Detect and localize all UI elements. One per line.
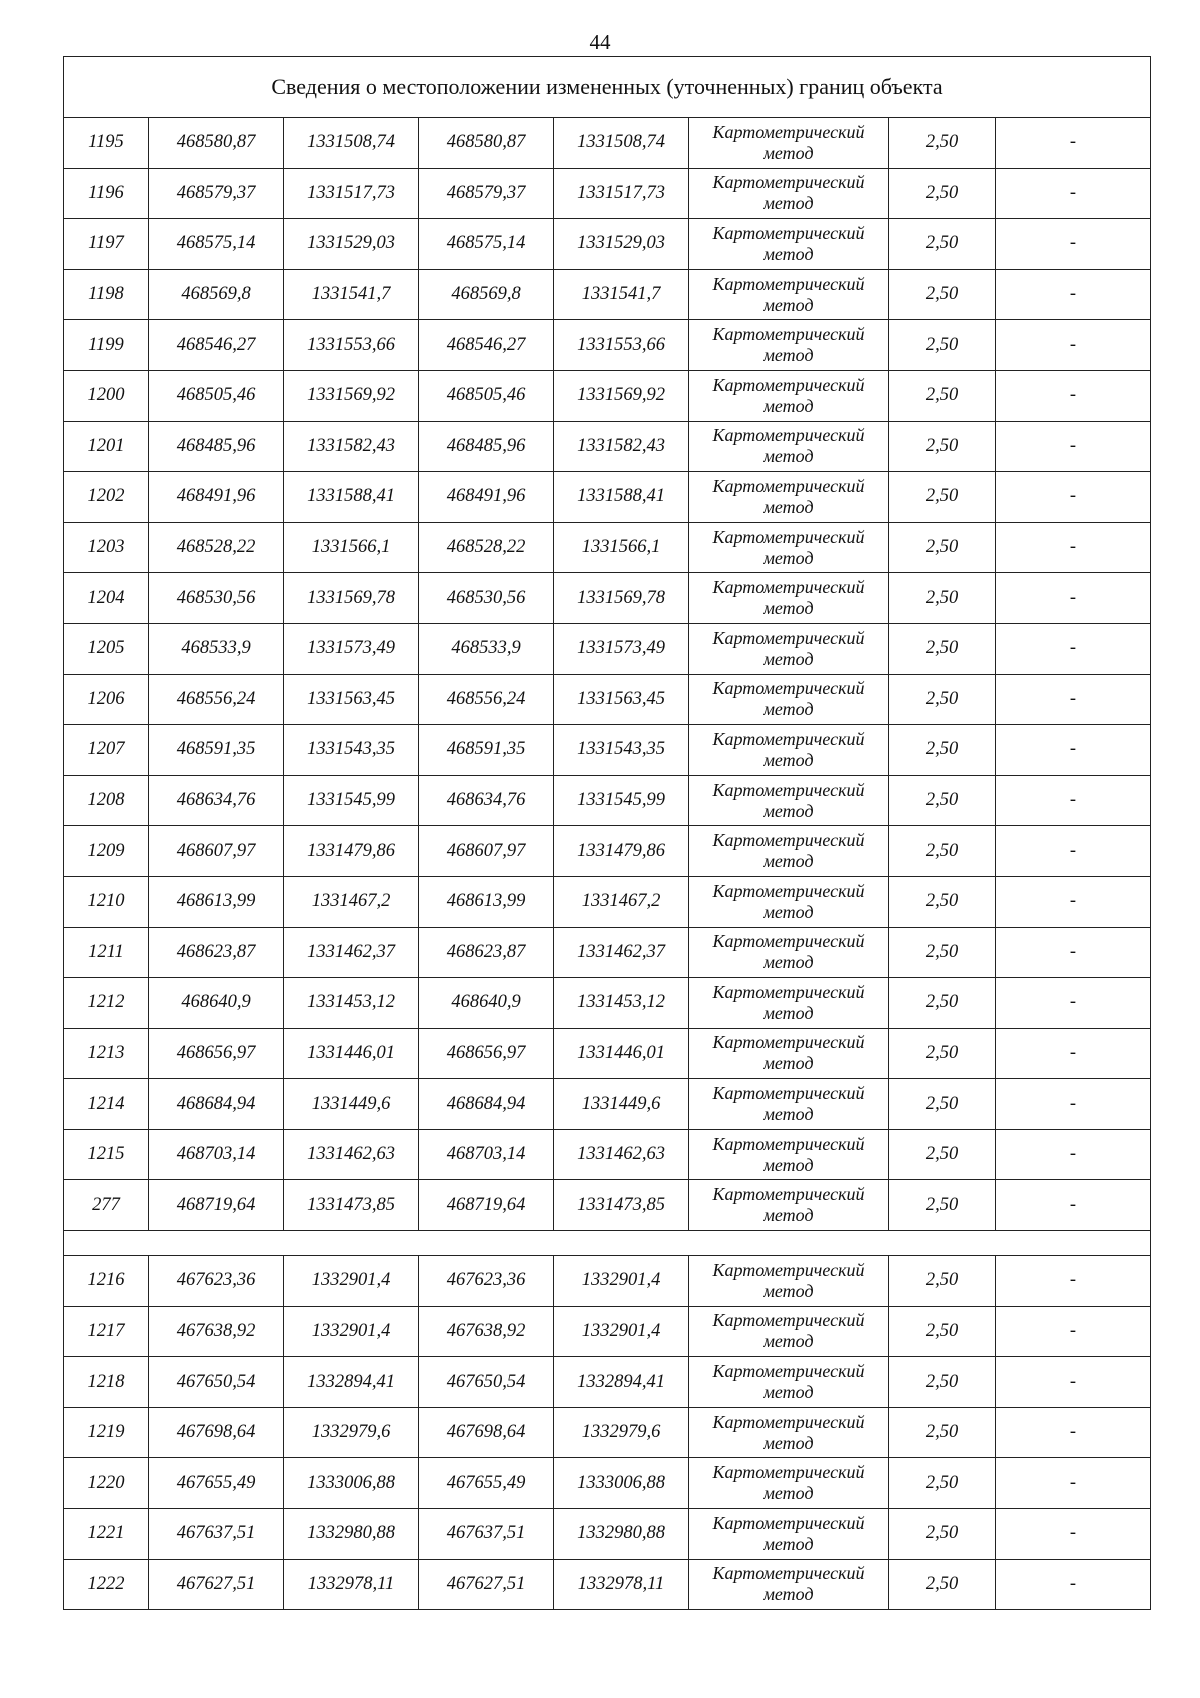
existing-y-cell: 1331462,37 — [284, 927, 419, 978]
existing-x-cell: 467655,49 — [149, 1458, 284, 1509]
table-row — [64, 1559, 1151, 1610]
existing-y-cell: 1331479,86 — [284, 826, 419, 877]
existing-y-cell: 1331467,2 — [284, 876, 419, 927]
existing-x-cell: 468530,56 — [149, 573, 284, 624]
refined-y-cell: 1331449,6 — [554, 1079, 689, 1130]
note-cell: - — [996, 269, 1151, 320]
table-row — [64, 573, 1151, 624]
note-cell: - — [996, 1407, 1151, 1458]
note-cell: - — [996, 522, 1151, 573]
point-number-cell: 1222 — [64, 1559, 149, 1610]
refined-x-cell: 468491,96 — [419, 472, 554, 523]
note-cell: - — [996, 725, 1151, 776]
refined-y-cell: 1331529,03 — [554, 219, 689, 270]
table-row — [64, 674, 1151, 725]
existing-y-cell: 1331588,41 — [284, 472, 419, 523]
table-body — [64, 118, 1151, 1610]
point-number-cell: 1195 — [64, 118, 149, 169]
existing-x-cell: 468607,97 — [149, 826, 284, 877]
refined-y-cell: 1331462,37 — [554, 927, 689, 978]
point-number-cell: 1211 — [64, 927, 149, 978]
accuracy-cell: 2,50 — [889, 826, 996, 877]
note-cell: - — [996, 775, 1151, 826]
point-number-cell: 1217 — [64, 1306, 149, 1357]
accuracy-cell: 2,50 — [889, 1357, 996, 1408]
existing-y-cell: 1332901,4 — [284, 1306, 419, 1357]
refined-y-cell: 1332980,88 — [554, 1509, 689, 1560]
point-number-cell: 1215 — [64, 1129, 149, 1180]
boundary-table — [63, 56, 1151, 1610]
point-number-cell: 1197 — [64, 219, 149, 270]
method-cell: Картометрический метод — [689, 1559, 889, 1610]
refined-x-cell: 467638,92 — [419, 1306, 554, 1357]
point-number-cell: 1199 — [64, 320, 149, 371]
note-cell: - — [996, 623, 1151, 674]
note-cell: - — [996, 421, 1151, 472]
accuracy-cell: 2,50 — [889, 1559, 996, 1610]
table-row — [64, 1306, 1151, 1357]
note-cell: - — [996, 1079, 1151, 1130]
note-cell: - — [996, 674, 1151, 725]
method-cell: Картометрический метод — [689, 219, 889, 270]
method-cell: Картометрический метод — [689, 118, 889, 169]
refined-x-cell: 468656,97 — [419, 1028, 554, 1079]
refined-x-cell: 468575,14 — [419, 219, 554, 270]
table-row — [64, 421, 1151, 472]
accuracy-cell: 2,50 — [889, 118, 996, 169]
refined-y-cell: 1331569,78 — [554, 573, 689, 624]
existing-y-cell: 1331453,12 — [284, 978, 419, 1029]
refined-x-cell: 468485,96 — [419, 421, 554, 472]
table-row — [64, 370, 1151, 421]
refined-y-cell: 1332978,11 — [554, 1559, 689, 1610]
existing-y-cell: 1331449,6 — [284, 1079, 419, 1130]
existing-y-cell: 1332978,11 — [284, 1559, 419, 1610]
table-row — [64, 826, 1151, 877]
method-cell: Картометрический метод — [689, 826, 889, 877]
existing-y-cell: 1331566,1 — [284, 522, 419, 573]
point-number-cell: 1202 — [64, 472, 149, 523]
refined-y-cell: 1332901,4 — [554, 1256, 689, 1307]
existing-x-cell: 468613,99 — [149, 876, 284, 927]
method-cell: Картометрический метод — [689, 725, 889, 776]
existing-x-cell: 467650,54 — [149, 1357, 284, 1408]
existing-x-cell: 468703,14 — [149, 1129, 284, 1180]
note-cell: - — [996, 1306, 1151, 1357]
existing-x-cell: 468580,87 — [149, 118, 284, 169]
existing-y-cell: 1331573,49 — [284, 623, 419, 674]
refined-y-cell: 1331541,7 — [554, 269, 689, 320]
method-cell: Картометрический метод — [689, 1079, 889, 1130]
refined-x-cell: 468569,8 — [419, 269, 554, 320]
method-cell: Картометрический метод — [689, 168, 889, 219]
existing-y-cell: 1331473,85 — [284, 1180, 419, 1231]
method-cell: Картометрический метод — [689, 1357, 889, 1408]
refined-x-cell: 468546,27 — [419, 320, 554, 371]
existing-x-cell: 468640,9 — [149, 978, 284, 1029]
existing-x-cell: 468528,22 — [149, 522, 284, 573]
existing-x-cell: 468656,97 — [149, 1028, 284, 1079]
refined-x-cell: 468719,64 — [419, 1180, 554, 1231]
point-number-cell: 1209 — [64, 826, 149, 877]
refined-x-cell: 468640,9 — [419, 978, 554, 1029]
note-cell: - — [996, 826, 1151, 877]
table-row — [64, 1079, 1151, 1130]
table-row — [64, 1357, 1151, 1408]
section-separator-row — [64, 1231, 1151, 1256]
method-cell: Картометрический метод — [689, 1306, 889, 1357]
method-cell: Картометрический метод — [689, 1256, 889, 1307]
point-number-cell: 1207 — [64, 725, 149, 776]
table-row — [64, 219, 1151, 270]
refined-x-cell: 468528,22 — [419, 522, 554, 573]
note-cell: - — [996, 219, 1151, 270]
table-title: Сведения о местоположении измененных (уточненных) границ объекта — [64, 57, 1151, 118]
refined-x-cell: 468703,14 — [419, 1129, 554, 1180]
note-cell: - — [996, 472, 1151, 523]
refined-y-cell: 1331462,63 — [554, 1129, 689, 1180]
refined-y-cell: 1331566,1 — [554, 522, 689, 573]
refined-y-cell: 1332979,6 — [554, 1407, 689, 1458]
method-cell: Картометрический метод — [689, 320, 889, 371]
refined-x-cell: 467655,49 — [419, 1458, 554, 1509]
point-number-cell: 1220 — [64, 1458, 149, 1509]
existing-x-cell: 468533,9 — [149, 623, 284, 674]
refined-x-cell: 468579,37 — [419, 168, 554, 219]
existing-x-cell: 468575,14 — [149, 219, 284, 270]
method-cell: Картометрический метод — [689, 1180, 889, 1231]
table-row — [64, 522, 1151, 573]
page-number: 44 — [589, 30, 611, 54]
existing-y-cell: 1331569,78 — [284, 573, 419, 624]
refined-y-cell: 1331543,35 — [554, 725, 689, 776]
existing-y-cell: 1331563,45 — [284, 674, 419, 725]
point-number-cell: 1205 — [64, 623, 149, 674]
existing-x-cell: 468556,24 — [149, 674, 284, 725]
existing-y-cell: 1332980,88 — [284, 1509, 419, 1560]
existing-y-cell: 1331543,35 — [284, 725, 419, 776]
table-row — [64, 623, 1151, 674]
refined-y-cell: 1333006,88 — [554, 1458, 689, 1509]
method-cell: Картометрический метод — [689, 522, 889, 573]
note-cell: - — [996, 1028, 1151, 1079]
point-number-cell: 277 — [64, 1180, 149, 1231]
existing-y-cell: 1333006,88 — [284, 1458, 419, 1509]
refined-y-cell: 1331588,41 — [554, 472, 689, 523]
accuracy-cell: 2,50 — [889, 876, 996, 927]
existing-y-cell: 1331446,01 — [284, 1028, 419, 1079]
existing-y-cell: 1332979,6 — [284, 1407, 419, 1458]
existing-x-cell: 467638,92 — [149, 1306, 284, 1357]
point-number-cell: 1200 — [64, 370, 149, 421]
table-row — [64, 725, 1151, 776]
method-cell: Картометрический метод — [689, 674, 889, 725]
existing-y-cell: 1331517,73 — [284, 168, 419, 219]
refined-y-cell: 1331553,66 — [554, 320, 689, 371]
existing-y-cell: 1332894,41 — [284, 1357, 419, 1408]
existing-y-cell: 1331569,92 — [284, 370, 419, 421]
note-cell: - — [996, 370, 1151, 421]
accuracy-cell: 2,50 — [889, 775, 996, 826]
existing-x-cell: 468684,94 — [149, 1079, 284, 1130]
accuracy-cell: 2,50 — [889, 1028, 996, 1079]
accuracy-cell: 2,50 — [889, 725, 996, 776]
refined-y-cell: 1331446,01 — [554, 1028, 689, 1079]
note-cell: - — [996, 876, 1151, 927]
accuracy-cell: 2,50 — [889, 421, 996, 472]
note-cell: - — [996, 978, 1151, 1029]
refined-y-cell: 1331453,12 — [554, 978, 689, 1029]
existing-x-cell: 468569,8 — [149, 269, 284, 320]
note-cell: - — [996, 1129, 1151, 1180]
accuracy-cell: 2,50 — [889, 623, 996, 674]
existing-y-cell: 1331553,66 — [284, 320, 419, 371]
accuracy-cell: 2,50 — [889, 1306, 996, 1357]
existing-y-cell: 1331508,74 — [284, 118, 419, 169]
point-number-cell: 1198 — [64, 269, 149, 320]
table-row — [64, 320, 1151, 371]
point-number-cell: 1204 — [64, 573, 149, 624]
accuracy-cell: 2,50 — [889, 168, 996, 219]
existing-y-cell: 1332901,4 — [284, 1256, 419, 1307]
refined-x-cell: 468634,76 — [419, 775, 554, 826]
method-cell: Картометрический метод — [689, 1129, 889, 1180]
note-cell: - — [996, 573, 1151, 624]
refined-x-cell: 468533,9 — [419, 623, 554, 674]
refined-y-cell: 1332901,4 — [554, 1306, 689, 1357]
existing-x-cell: 468623,87 — [149, 927, 284, 978]
note-cell: - — [996, 168, 1151, 219]
point-number-cell: 1221 — [64, 1509, 149, 1560]
table-row — [64, 1028, 1151, 1079]
point-number-cell: 1218 — [64, 1357, 149, 1408]
method-cell: Картометрический метод — [689, 1458, 889, 1509]
note-cell: - — [996, 1559, 1151, 1610]
point-number-cell: 1216 — [64, 1256, 149, 1307]
existing-x-cell: 468546,27 — [149, 320, 284, 371]
method-cell: Картометрический метод — [689, 927, 889, 978]
point-number-cell: 1203 — [64, 522, 149, 573]
refined-x-cell: 467637,51 — [419, 1509, 554, 1560]
existing-x-cell: 467627,51 — [149, 1559, 284, 1610]
refined-y-cell: 1331508,74 — [554, 118, 689, 169]
existing-x-cell: 467698,64 — [149, 1407, 284, 1458]
refined-x-cell: 468607,97 — [419, 826, 554, 877]
point-number-cell: 1212 — [64, 978, 149, 1029]
refined-y-cell: 1331573,49 — [554, 623, 689, 674]
note-cell: - — [996, 1256, 1151, 1307]
method-cell: Картометрический метод — [689, 1509, 889, 1560]
method-cell: Картометрический метод — [689, 978, 889, 1029]
refined-y-cell: 1331467,2 — [554, 876, 689, 927]
accuracy-cell: 2,50 — [889, 269, 996, 320]
accuracy-cell: 2,50 — [889, 573, 996, 624]
refined-y-cell: 1331563,45 — [554, 674, 689, 725]
refined-y-cell: 1331569,92 — [554, 370, 689, 421]
table-row — [64, 1407, 1151, 1458]
table-row — [64, 775, 1151, 826]
method-cell: Картометрический метод — [689, 623, 889, 674]
refined-y-cell: 1332894,41 — [554, 1357, 689, 1408]
table-row — [64, 1129, 1151, 1180]
note-cell: - — [996, 927, 1151, 978]
existing-y-cell: 1331582,43 — [284, 421, 419, 472]
point-number-cell: 1210 — [64, 876, 149, 927]
method-cell: Картометрический метод — [689, 573, 889, 624]
accuracy-cell: 2,50 — [889, 1180, 996, 1231]
note-cell: - — [996, 118, 1151, 169]
accuracy-cell: 2,50 — [889, 219, 996, 270]
method-cell: Картометрический метод — [689, 1028, 889, 1079]
refined-x-cell: 467650,54 — [419, 1357, 554, 1408]
separator-cell — [64, 1231, 1151, 1256]
table-row — [64, 118, 1151, 169]
existing-x-cell: 468634,76 — [149, 775, 284, 826]
accuracy-cell: 2,50 — [889, 1256, 996, 1307]
refined-x-cell: 468505,46 — [419, 370, 554, 421]
refined-x-cell: 467627,51 — [419, 1559, 554, 1610]
accuracy-cell: 2,50 — [889, 522, 996, 573]
point-number-cell: 1208 — [64, 775, 149, 826]
note-cell: - — [996, 320, 1151, 371]
table-row — [64, 927, 1151, 978]
note-cell: - — [996, 1357, 1151, 1408]
existing-y-cell: 1331462,63 — [284, 1129, 419, 1180]
refined-y-cell: 1331545,99 — [554, 775, 689, 826]
accuracy-cell: 2,50 — [889, 1509, 996, 1560]
refined-x-cell: 468530,56 — [419, 573, 554, 624]
table-row — [64, 876, 1151, 927]
method-cell: Картометрический метод — [689, 472, 889, 523]
table-row — [64, 269, 1151, 320]
accuracy-cell: 2,50 — [889, 674, 996, 725]
existing-x-cell: 468491,96 — [149, 472, 284, 523]
refined-x-cell: 468623,87 — [419, 927, 554, 978]
refined-y-cell: 1331517,73 — [554, 168, 689, 219]
accuracy-cell: 2,50 — [889, 472, 996, 523]
refined-y-cell: 1331582,43 — [554, 421, 689, 472]
existing-y-cell: 1331541,7 — [284, 269, 419, 320]
existing-x-cell: 468579,37 — [149, 168, 284, 219]
accuracy-cell: 2,50 — [889, 1079, 996, 1130]
existing-x-cell: 467637,51 — [149, 1509, 284, 1560]
table-row — [64, 1458, 1151, 1509]
existing-x-cell: 468591,35 — [149, 725, 284, 776]
note-cell: - — [996, 1180, 1151, 1231]
method-cell: Картометрический метод — [689, 1407, 889, 1458]
table-caption-row — [64, 57, 1151, 118]
table-row — [64, 978, 1151, 1029]
table-row — [64, 1180, 1151, 1231]
method-cell: Картометрический метод — [689, 876, 889, 927]
existing-x-cell: 468505,46 — [149, 370, 284, 421]
refined-x-cell: 468556,24 — [419, 674, 554, 725]
refined-x-cell: 468613,99 — [419, 876, 554, 927]
note-cell: - — [996, 1509, 1151, 1560]
accuracy-cell: 2,50 — [889, 978, 996, 1029]
existing-y-cell: 1331545,99 — [284, 775, 419, 826]
point-number-cell: 1213 — [64, 1028, 149, 1079]
refined-y-cell: 1331479,86 — [554, 826, 689, 877]
note-cell: - — [996, 1458, 1151, 1509]
point-number-cell: 1219 — [64, 1407, 149, 1458]
refined-x-cell: 468580,87 — [419, 118, 554, 169]
accuracy-cell: 2,50 — [889, 320, 996, 371]
refined-x-cell: 468591,35 — [419, 725, 554, 776]
table-row — [64, 168, 1151, 219]
table-row — [64, 1256, 1151, 1307]
method-cell: Картометрический метод — [689, 269, 889, 320]
accuracy-cell: 2,50 — [889, 927, 996, 978]
method-cell: Картометрический метод — [689, 775, 889, 826]
refined-x-cell: 467698,64 — [419, 1407, 554, 1458]
point-number-cell: 1196 — [64, 168, 149, 219]
point-number-cell: 1206 — [64, 674, 149, 725]
existing-x-cell: 467623,36 — [149, 1256, 284, 1307]
accuracy-cell: 2,50 — [889, 1129, 996, 1180]
refined-y-cell: 1331473,85 — [554, 1180, 689, 1231]
method-cell: Картометрический метод — [689, 421, 889, 472]
existing-y-cell: 1331529,03 — [284, 219, 419, 270]
point-number-cell: 1214 — [64, 1079, 149, 1130]
refined-x-cell: 468684,94 — [419, 1079, 554, 1130]
table-row — [64, 1509, 1151, 1560]
point-number-cell: 1201 — [64, 421, 149, 472]
table-row — [64, 472, 1151, 523]
accuracy-cell: 2,50 — [889, 370, 996, 421]
method-cell: Картометрический метод — [689, 370, 889, 421]
existing-x-cell: 468719,64 — [149, 1180, 284, 1231]
existing-x-cell: 468485,96 — [149, 421, 284, 472]
accuracy-cell: 2,50 — [889, 1458, 996, 1509]
refined-x-cell: 467623,36 — [419, 1256, 554, 1307]
accuracy-cell: 2,50 — [889, 1407, 996, 1458]
